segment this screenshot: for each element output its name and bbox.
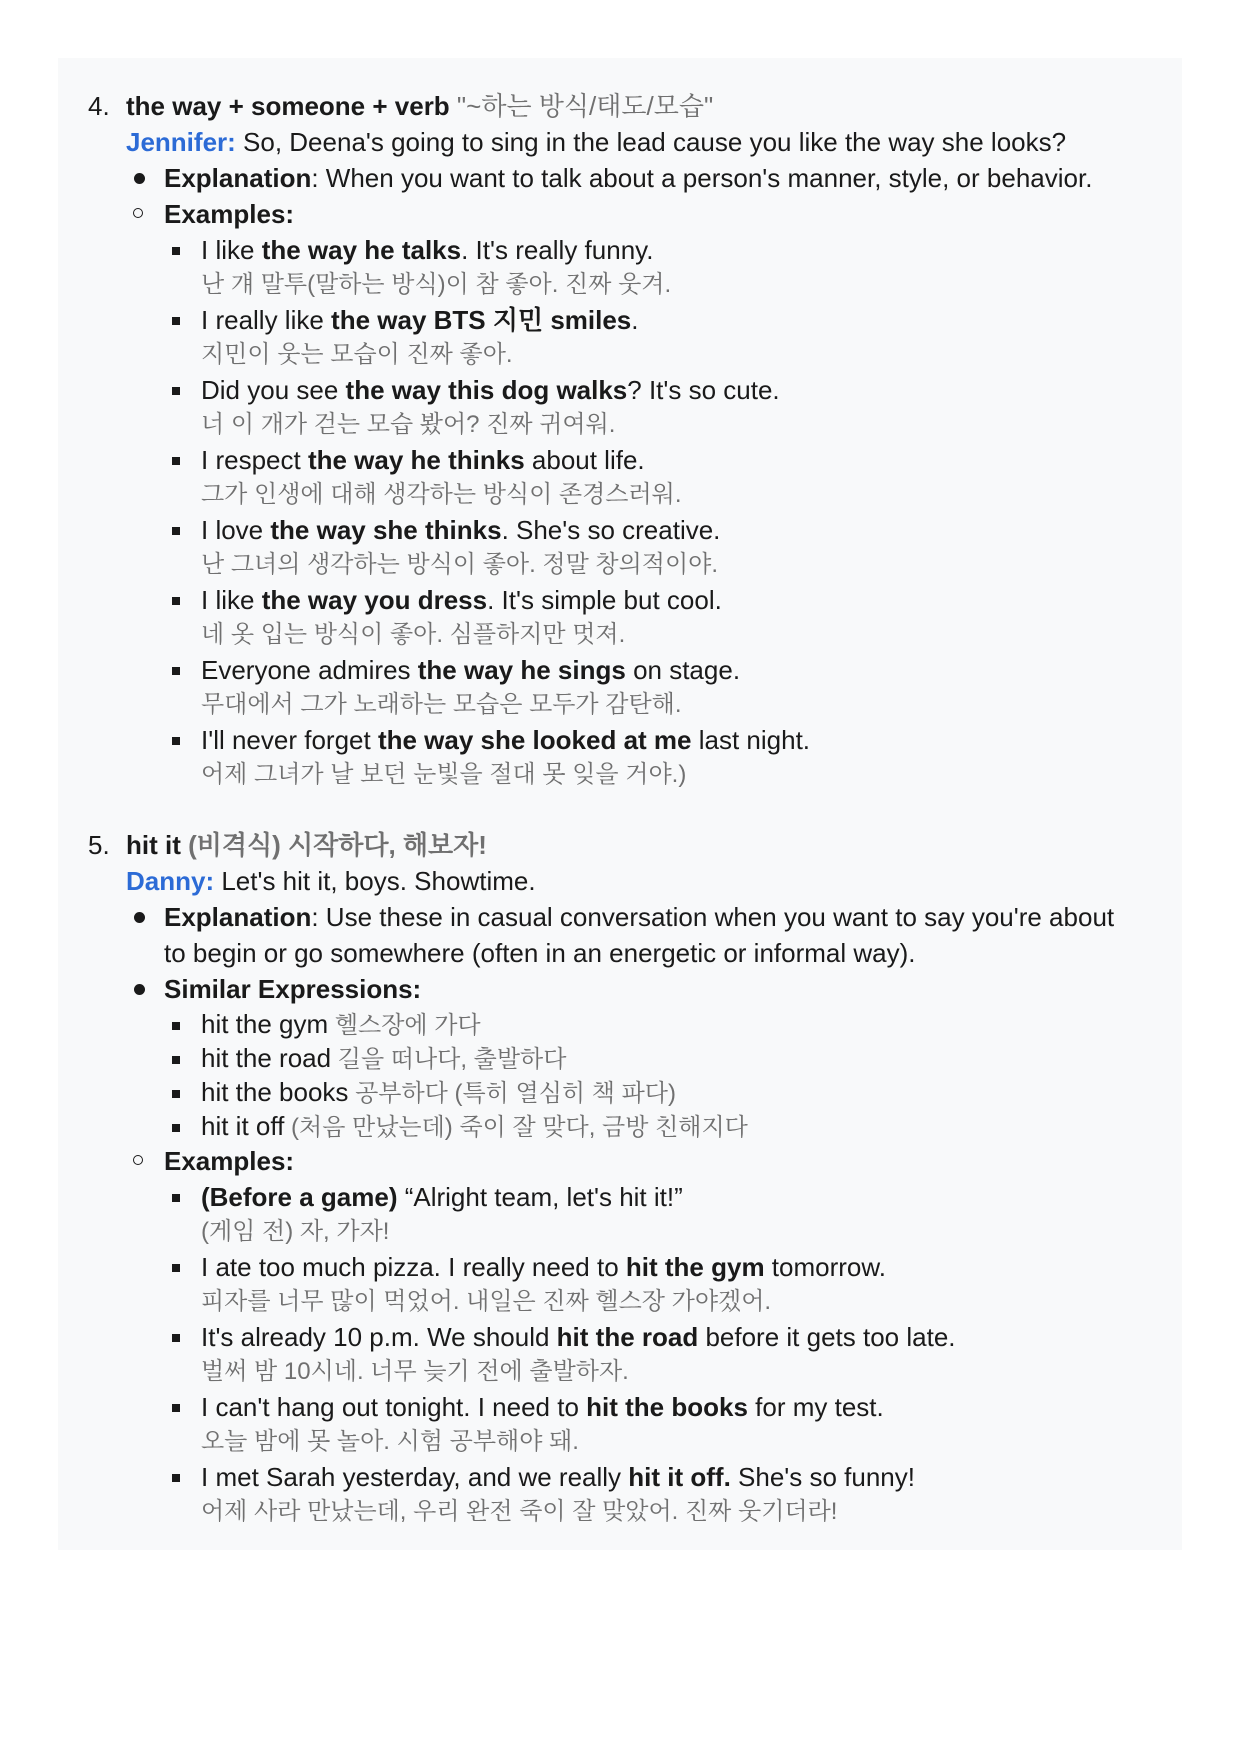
example-text: It's already 10 p.m. We should — [201, 1322, 557, 1352]
example-item — [88, 652, 1168, 688]
heading-meaning: "~하는 방식/태도/모습" — [449, 91, 714, 121]
example-text: . It's really funny. — [461, 235, 654, 265]
example-translation: 그가 인생에 대해 생각하는 방식이 존경스러워. — [201, 481, 682, 508]
similar-item — [88, 1109, 1168, 1143]
example-item — [88, 1249, 1168, 1285]
example-text: I met Sarah yesterday, and we really — [201, 1462, 629, 1492]
example-translation: 난 걔 말투(말하는 방식)이 참 좋아. 진짜 웃겨. — [201, 271, 672, 298]
speaker-name: Jennifer: — [126, 127, 236, 157]
similar-label: Similar Expressions: — [164, 974, 422, 1004]
example-highlight: hit the road — [556, 1322, 699, 1352]
bullet-disc-icon — [134, 984, 145, 995]
section-5 — [88, 827, 1168, 1529]
example-text: I like — [201, 585, 262, 615]
example-text: I respect — [201, 445, 308, 475]
example-text: . It's simple but cool. — [487, 585, 722, 615]
example-text: on stage. — [625, 655, 741, 685]
bullet-square-icon — [172, 1474, 180, 1482]
bullet-square-icon — [172, 1404, 180, 1412]
similar-meaning: 헬스장에 가다 — [328, 1012, 481, 1039]
bullet-square-icon — [172, 387, 180, 395]
example-translation: 오늘 밤에 못 놀아. 시험 공부해야 돼. — [201, 1428, 579, 1455]
explanation-label: Explanation — [164, 163, 312, 193]
similar-item — [88, 1041, 1168, 1075]
examples-heading — [88, 196, 1168, 232]
example-translation: 너 이 개가 걷는 모습 봤어? 진짜 귀여워. — [201, 411, 616, 438]
example-item — [88, 1459, 1168, 1495]
example-text: before it gets too late. — [698, 1322, 956, 1352]
explanation-label: Explanation — [164, 902, 312, 932]
similar-meaning: (처음 만났는데) 죽이 잘 맞다, 금방 친해지다 — [284, 1114, 748, 1141]
example-translation: 어제 사라 만났는데, 우리 완전 죽이 잘 맞았어. 진짜 웃기더라! — [201, 1498, 838, 1525]
example-translation: 네 옷 입는 방식이 좋아. 심플하지만 멋져. — [201, 621, 626, 648]
example-text: . — [631, 305, 639, 335]
example-item — [88, 1319, 1168, 1355]
example-translation: 벌써 밤 10시네. 너무 늦기 전에 출발하자. — [201, 1358, 629, 1385]
example-text: Did you see — [201, 375, 346, 405]
similar-expression: hit the books — [201, 1077, 349, 1107]
bullet-square-icon — [172, 457, 180, 465]
example-text: for my test. — [747, 1392, 884, 1422]
example-highlight: the way you dress — [261, 585, 488, 615]
example-highlight: the way he thinks — [307, 445, 525, 475]
example-highlight: the way this dog walks — [345, 375, 628, 405]
example-translation: 난 그녀의 생각하는 방식이 좋아. 정말 창의적이야. — [201, 551, 719, 578]
explanation-item — [88, 899, 1168, 935]
example-text: tomorrow. — [764, 1252, 886, 1282]
heading-meaning: (비격식) 시작하다, 해보자! — [180, 830, 487, 860]
example-item — [88, 372, 1168, 408]
bullet-circle-icon — [133, 1155, 143, 1165]
examples-heading — [88, 1143, 1168, 1179]
example-highlight: hit the books — [586, 1392, 748, 1422]
example-highlight: the way she thinks — [270, 515, 502, 545]
example-item — [88, 1389, 1168, 1425]
bullet-square-icon — [172, 737, 180, 745]
bullet-disc-icon — [134, 912, 145, 923]
example-translation: (게임 전) 자, 가자! — [201, 1218, 390, 1245]
example-text: I love — [201, 515, 271, 545]
example-item — [88, 442, 1168, 478]
example-highlight: hit the gym — [625, 1252, 765, 1282]
example-text: about life. — [524, 445, 645, 475]
section-number: 5. — [88, 830, 110, 860]
section-heading — [88, 88, 1168, 124]
examples-label: Examples: — [164, 1146, 295, 1176]
explanation-text: to begin or go somewhere (often in an energetic or informal way). — [164, 938, 916, 968]
bullet-square-icon — [172, 1056, 180, 1064]
dialogue-text: So, Deena's going to sing in the lead cause you like the way she looks? — [235, 127, 1067, 157]
similar-item — [88, 1075, 1168, 1109]
bullet-square-icon — [172, 1090, 180, 1098]
example-highlight: the way she looked at me — [377, 725, 692, 755]
example-item — [88, 582, 1168, 618]
dialogue-line — [88, 863, 1168, 899]
bullet-disc-icon — [134, 173, 145, 184]
bullet-square-icon — [172, 1022, 180, 1030]
example-text: I'll never forget — [201, 725, 378, 755]
bullet-square-icon — [172, 527, 180, 535]
bullet-square-icon — [172, 1194, 180, 1202]
document-content — [88, 88, 1168, 1529]
example-item — [88, 512, 1168, 548]
example-text: ? It's so cute. — [627, 375, 780, 405]
speaker-name: Danny: — [126, 866, 215, 896]
explanation-text: : When you want to talk about a person's manner, style, or behavior. — [311, 163, 1093, 193]
example-highlight: the way he sings — [417, 655, 626, 685]
bullet-square-icon — [172, 667, 180, 675]
example-translation: 무대에서 그가 노래하는 모습은 모두가 감탄해. — [201, 691, 682, 718]
example-translation: 어제 그녀가 날 보던 눈빛을 절대 못 잊을 거야.) — [201, 761, 687, 788]
example-highlight: (Before a game) — [201, 1182, 398, 1212]
example-text: She's so funny! — [730, 1462, 915, 1492]
dialogue-text: Let's hit it, boys. Showtime. — [214, 866, 536, 896]
example-translation: 지민이 웃는 모습이 진짜 좋아. — [201, 341, 513, 368]
heading-expression: the way + someone + verb — [126, 91, 450, 121]
bullet-square-icon — [172, 317, 180, 325]
similar-heading — [88, 971, 1168, 1007]
example-text: I like — [201, 235, 262, 265]
example-translation: 피자를 너무 많이 먹었어. 내일은 진짜 헬스장 가야겠어. — [201, 1288, 772, 1315]
example-item — [88, 302, 1168, 338]
example-text: Everyone admires — [201, 655, 418, 685]
similar-expression: hit it off — [201, 1111, 285, 1141]
example-highlight: the way he talks — [261, 235, 462, 265]
section-spacer — [88, 792, 1168, 827]
similar-meaning: 길을 떠나다, 출발하다 — [331, 1046, 567, 1073]
examples-label: Examples: — [164, 199, 295, 229]
explanation-text: : Use these in casual conversation when you want to say you're about — [311, 902, 1115, 932]
example-highlight: the way BTS 지민 smiles — [331, 305, 632, 335]
similar-item — [88, 1007, 1168, 1041]
section-number: 4. — [88, 91, 110, 121]
similar-meaning: 공부하다 (특히 열심히 책 파다) — [348, 1080, 676, 1107]
example-text: I ate too much pizza. I really need to — [201, 1252, 626, 1282]
bullet-square-icon — [172, 1334, 180, 1342]
similar-expression: hit the road — [201, 1043, 332, 1073]
dialogue-line — [88, 124, 1168, 160]
example-text: I really like — [201, 305, 332, 335]
bullet-square-icon — [172, 1264, 180, 1272]
heading-expression: hit it — [126, 830, 181, 860]
example-text: I can't hang out tonight. I need to — [201, 1392, 587, 1422]
section-4 — [88, 88, 1168, 792]
example-item — [88, 722, 1168, 758]
similar-expression: hit the gym — [201, 1009, 329, 1039]
bullet-square-icon — [172, 1124, 180, 1132]
example-item — [88, 1179, 1168, 1215]
explanation-continued — [88, 935, 1168, 971]
explanation-item — [88, 160, 1168, 196]
bullet-circle-icon — [133, 208, 143, 218]
example-text: “Alright team, let's hit it!” — [397, 1182, 683, 1212]
example-item — [88, 232, 1168, 268]
bullet-square-icon — [172, 597, 180, 605]
example-text: . She's so creative. — [501, 515, 721, 545]
bullet-square-icon — [172, 247, 180, 255]
section-heading — [88, 827, 1168, 863]
example-highlight: hit it off. — [628, 1462, 731, 1492]
example-text: last night. — [691, 725, 811, 755]
